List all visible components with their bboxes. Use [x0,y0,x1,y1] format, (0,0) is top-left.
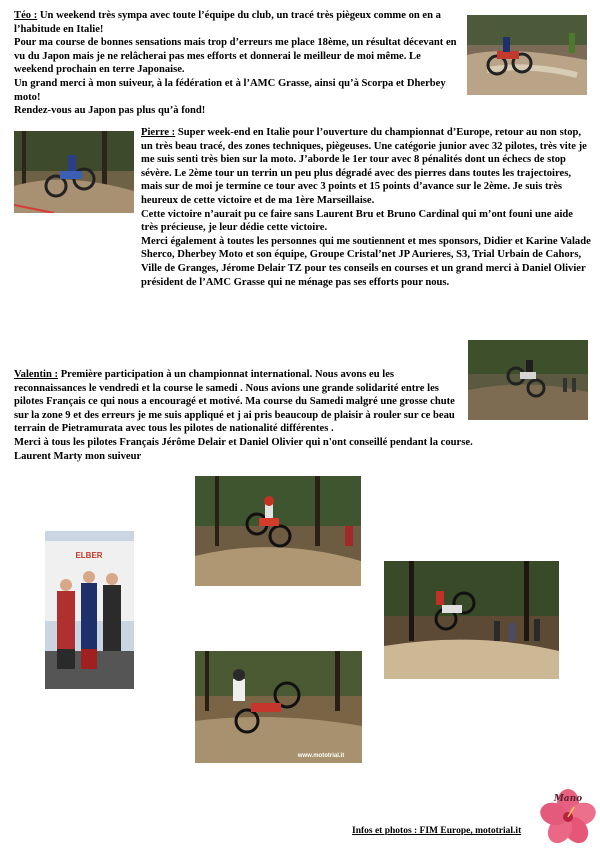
teo-text-4: Rendez-vous au Japon pas plus qu’à fond! [14,105,206,117]
team-banner-text: ELBER [75,551,103,560]
teo-name: Téo : [14,10,38,21]
pierre-text-2: Cette victoire n’aurait pu ce faire sans Laurent Bru et Bruno Cardinal qui m’ont founi une aide très précieuse, je leur dédie cette victoire. [141,208,573,234]
valentin-name: Valentin : [14,369,59,380]
pierre-text-3: Merci également à toutes les personnes qui me soutiennent et mes sponsors, Didier et Karine Valade Sherco, Dherbey Moto et son équipe, Groupe Cristal’net JP Aurieres, S3, Trial Urbain de Cahors, Ville de Granges, Jérome Delair TZ pour tes conseils en courses et un grand merci à Daniel Olivier président de l’AMC Grasse qui ne ménage pas ses efforts pour nous. [141,235,591,288]
pierre-name: Pierre : [141,127,176,138]
collage-photo-top [195,476,361,586]
footer-credits: Infos et photos : FIM Europe, mototrial.it [352,826,522,836]
flower-signature: Mano [553,794,583,804]
teo-photo [467,15,587,95]
teo-text-3: Un grand merci à mon suiveur, à la fédération et à l’AMC Grasse, ainsi qu’à Scorpa et Dherbey moto! [14,77,446,103]
collage-photo-bottom [195,651,362,763]
valentin-text-2: Merci à tous les pilotes Français Jérôme Delair et Daniel Olivier qui n'ont conseillé pendant la course. [14,436,473,448]
valentin-section [14,368,592,463]
pierre-section [141,126,591,289]
hibiscus-flower-icon [539,786,597,844]
valentin-text-1: Première participation à un championnat international. Nous avons eu les reconnaissances le vendredi et la course le samedi . Nous avions une grande solidarité entre les pilotes Français ce qui nous a encouragé et motivé. Ma course du Samedi malgré une grosse chute sur la zone 9 et des erreurs je me suis appliqué et j ai pris beaucoup de plaisir à rouler sur ce beau terrain de Pietramurata avec tous les pilotes de nationalité différentes . [14,369,455,435]
teo-section [14,9,462,118]
team-photo [45,531,134,689]
teo-text-2: Pour ma course de bonnes sensations mais trop d’erreurs me place 18ème, un résultat décevant en vu du Japon mais je ne relâcherai pas mes efforts et donnerai le meilleur de moi même. Le weekend prochain en terre Japonaise. [14,37,457,76]
watermark-text: www.mototrial.it [297,753,345,759]
valentin-text-3: Laurent Marty mon suiveur [14,450,142,462]
pierre-text-1: Super week-end en Italie pour l’ouverture du championnat d’Europe, retour au non stop, un très beau tracé, des zones techniques, piègeuses. Une catégorie junior avec 32 pilotes, très vite je me suis senti très bien sur la moto. J’aborde le 1er tour avec 8 pénalités dont un échecs de stop sévère. Le 2ème tour un terrin un peu plus dégradé avec des pierres dans toutes les trajectoires, mais sur de moi je termine ce tour avec 3 points et 15 points d’avance sur le 2ème. Je suis très heureux de cette victoire et de ma 1ère Marseillaise. [141,127,587,206]
pierre-photo [14,131,134,213]
teo-text-1: Un weekend très sympa avec toute l’équipe du club, un tracé très piègeux comme on en a l’habitude en Italie! [14,10,441,35]
collage-photo-right [384,561,559,679]
